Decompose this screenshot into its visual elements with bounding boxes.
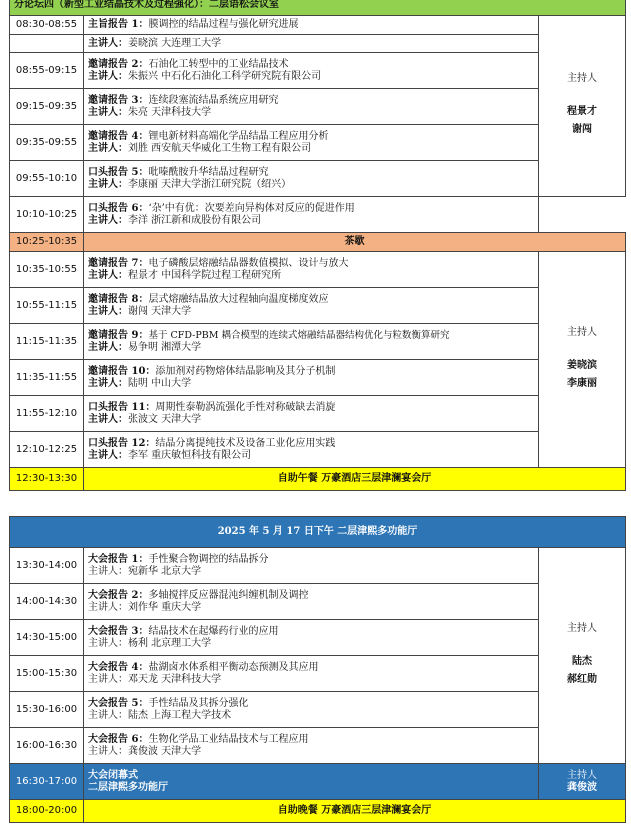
- schedule-row: 09:55-10:10 口头报告 5：吡嗪酰胺升华结晶过程研究 主讲人：李康丽 天津大学浙江研究院（绍兴）: [10, 161, 626, 197]
- plenary-title: 2025 年 5 月 17 日下午 二层津熙多功能厅: [10, 517, 626, 548]
- schedule-row: 10:10-10:25 口头报告 6：‘杂’中有优：次要差向异构体对反应的促进作用 主讲人：李洋 浙江新和成股份有限公司: [10, 197, 626, 233]
- schedule-row: 14:00-14:30 大会报告 2：多轴搅拌反应器混沌纠缠机制及调控 主讲人：刘作华 重庆大学: [10, 584, 626, 620]
- schedule-row: 14:30-15:00 大会报告 3：结晶技术在起爆药行业的应用 主讲人：杨利 北京理工大学: [10, 620, 626, 656]
- schedule-row: 16:00-16:30 大会报告 6：生物化学品工业结晶技术与工程应用 主讲人：龚俊波 天津大学: [10, 728, 626, 764]
- schedule-row: 12:10-12:25 口头报告 12：结晶分离提纯技术及设备工业化应用实践 主讲人：李军 重庆敏恒科技有限公司: [10, 432, 626, 468]
- schedule-row: 15:00-15:30 大会报告 4：盐湖卤水体系相平衡动态预测及其应用 主讲人：邓天龙 天津科技大学: [10, 656, 626, 692]
- schedule-row: 09:35-09:55 邀请报告 4：锂电新材料高端化学品结晶工程应用分析 主讲人：刘胜 西安航天华威化工生物工程有限公司: [10, 125, 626, 161]
- schedule-row: 主讲人：姜晓滨 大连理工大学: [10, 35, 626, 53]
- closing-row: 16:30-17:00 大会闭幕式 二层津熙多功能厅 主持人 龚俊波: [10, 764, 626, 800]
- host-cell-morning-1: 主持人 程景才 谢闯: [539, 16, 626, 197]
- forum4-table: [9, 0, 626, 491]
- forum4-title: 分论坛四（新型工业结晶技术及过程强化）：二层语松会议室: [10, 0, 626, 16]
- schedule-row: 11:15-11:35 邀请报告 9：基于 CFD-PBM 耦合模型的连续式熔融结晶器结构优化与粒数衡算研究 主讲人：易争明 湘潭大学: [10, 324, 626, 360]
- schedule-row: 13:30-14:00 大会报告 1：手性聚合物调控的结晶拆分 主讲人：宛新华 北京大学 主持人 陆杰 郝红勋: [10, 548, 626, 584]
- schedule-row: 09:15-09:35 邀请报告 3：连续段塞流结晶系统应用研究 主讲人：朱亮 天津科技大学: [10, 89, 626, 125]
- schedule-row: 15:30-16:00 大会报告 5：手性结晶及其拆分强化 主讲人：陆杰 上海工程大学技术: [10, 692, 626, 728]
- schedule-row: 11:55-12:10 口头报告 11：周期性泰勒涡流强化手性对称破缺去消旋 主讲人：张波文 天津大学: [10, 396, 626, 432]
- lunch-row: 12:30-13:30 自助午餐 万豪酒店三层津澜宴会厅: [10, 468, 626, 491]
- host-cell-afternoon: 主持人 陆杰 郝红勋: [539, 548, 626, 764]
- plenary-table: [9, 516, 626, 823]
- schedule-row: 08:55-09:15 邀请报告 2：石油化工转型中的工业结晶技术 主讲人：朱振兴 中石化石油化工科学研究院有限公司: [10, 53, 626, 89]
- schedule-row: 10:55-11:15 邀请报告 8：层式熔融结晶放大过程轴向温度梯度效应 主讲人：谢闯 天津大学: [10, 288, 626, 324]
- schedule-row: 10:35-10:55 邀请报告 7：电子磷酸层熔融结晶器数值模拟、设计与放大 主讲人：程景才 中国科学院过程工程研究所 主持人 姜晓滨 李康丽: [10, 252, 626, 288]
- tea-break-row: 10:25-10:35 茶歇: [10, 233, 626, 252]
- schedule-row: 11:35-11:55 邀请报告 10：添加剂对药物熔体结晶影响及其分子机制 主讲人：陆明 中山大学: [10, 360, 626, 396]
- host-cell-morning-2: 主持人 姜晓滨 李康丽: [539, 252, 626, 468]
- schedule-row: 08:30-08:55 主旨报告 1：膜调控的结晶过程与强化研究进展 主持人 程景才 谢闯: [10, 16, 626, 35]
- dinner-row: 18:00-20:00 自助晚餐 万豪酒店三层津澜宴会厅: [10, 800, 626, 823]
